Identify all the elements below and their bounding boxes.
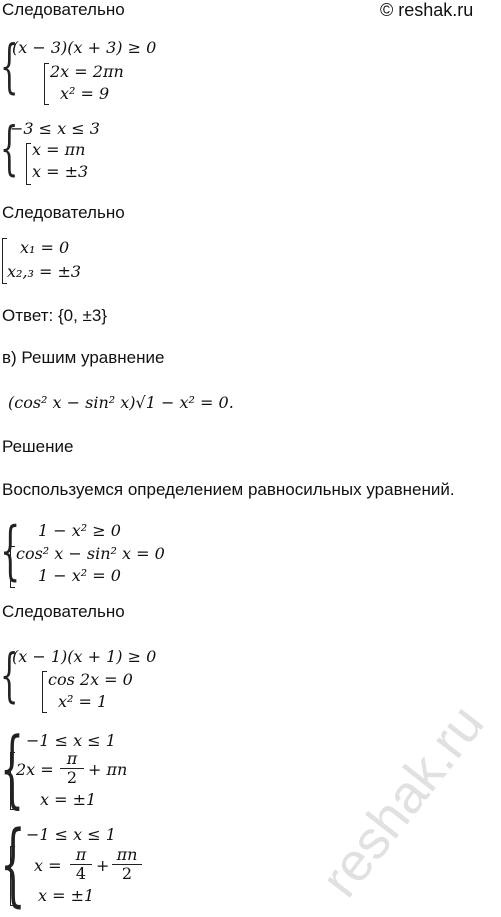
solution-heading: Решение [2, 437, 74, 456]
fraction-pin-2 [112, 846, 142, 883]
answer: Ответ: {0, ±3} [2, 306, 108, 325]
heading-therefore: Следовательно [2, 0, 125, 19]
left-brace-icon: { [0, 641, 19, 709]
inequality-2: (x − 1)(x + 1) ≥ 0 [12, 647, 157, 666]
fraction-pi-2 [60, 750, 84, 787]
root-x23: x₂,₃ = ±3 [7, 262, 82, 281]
fraction-numerator: π [70, 846, 92, 865]
inequality: (x − 3)(x + 3) ≥ 0 [12, 38, 157, 57]
diagonal-watermark: reshak.ru [309, 693, 496, 909]
cos-sin-equation: cos² x − sin² x = 0 [16, 544, 165, 563]
method-note: Воспользуемся определением равносильных уравнений. [2, 480, 455, 499]
left-brace-icon: { [0, 812, 26, 917]
left-brace-icon: { [0, 114, 19, 182]
fraction-denominator: 4 [75, 864, 87, 883]
fraction-denominator: 2 [121, 864, 133, 883]
fraction-numerator: πn [112, 846, 142, 865]
lhs-2x: 2x = [16, 760, 54, 779]
set-bracket [42, 671, 47, 713]
root-equation: 1 − x² = 0 [38, 566, 121, 585]
set-bracket [10, 546, 15, 588]
fraction-numerator: π [60, 750, 84, 769]
lhs-x: x = [34, 856, 62, 875]
domain-inequality: 1 − x² ≥ 0 [38, 521, 121, 540]
equation-x2: x² = 9 [60, 84, 110, 103]
fraction-pi-4 [70, 846, 92, 883]
range-inequality: −3 ≤ x ≤ 3 [10, 119, 100, 138]
set-bracket [44, 63, 49, 105]
x-pm1-final: x = ±1 [38, 886, 95, 905]
equation-2x: 2x = 2πn [50, 62, 124, 81]
equation-x-pm3: x = ±3 [32, 162, 89, 181]
rhs-pin: + πn [88, 760, 128, 779]
left-brace-icon: { [0, 514, 21, 588]
x2-equals-1: x² = 1 [58, 692, 108, 711]
fraction-denominator: 2 [66, 768, 78, 787]
task-b-heading: в) Решим уравнение [2, 348, 165, 367]
left-brace-icon: { [0, 719, 25, 817]
range-inequality-2: −1 ≤ x ≤ 1 [26, 731, 116, 750]
range-inequality-3: −1 ≤ x ≤ 1 [26, 825, 116, 844]
plus-sign: + [96, 856, 110, 875]
main-equation: (cos² x − sin² x)√1 − x² = 0. [8, 393, 234, 412]
cos2x-equation: cos 2x = 0 [48, 670, 133, 689]
x-pm1: x = ±1 [40, 790, 97, 809]
site-watermark: © reshak.ru [380, 0, 474, 20]
equation-x-pin: x = πn [32, 140, 86, 159]
set-bracket [26, 143, 31, 185]
left-brace-icon: { [0, 32, 19, 100]
set-bracket [10, 752, 15, 810]
set-bracket [10, 846, 15, 906]
heading-therefore-2: Следовательно [2, 203, 125, 222]
heading-therefore-3: Следовательно [2, 602, 125, 621]
root-x1: x₁ = 0 [20, 238, 70, 257]
